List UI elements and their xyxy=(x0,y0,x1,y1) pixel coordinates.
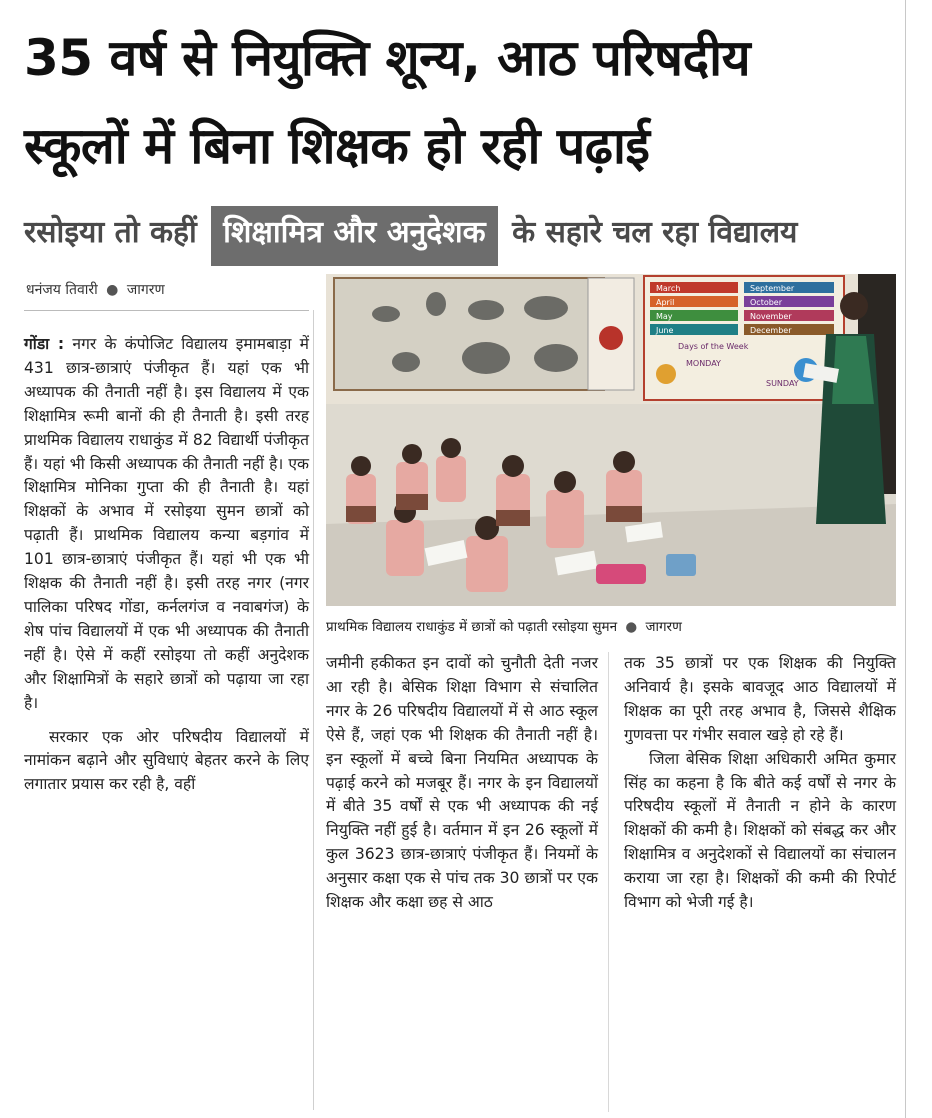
subheadline-before: रसोइया तो कहीं xyxy=(24,215,197,250)
subheadline xyxy=(24,206,904,264)
caption-source: जागरण xyxy=(645,619,682,635)
article-paragraph: जिला बेसिक शिक्षा अधिकारी अमित कुमार सिंह का कहना है कि बीते कई वर्षों से नगर के परिषदीय स्कूलों में तैनाती न होने के कारण शिक्षकों की कमी है। शिक्षकों को संबद्ध कर और शिक्षामित्र व अनुदेशकों से विद्यालयों का संचालन कराया जा रहा है। शिक्षकों की कमी की रिपोर्ट विभाग को भेजी गई है। xyxy=(624,749,896,912)
column-divider xyxy=(313,310,314,1110)
caption-text: प्राथमिक विद्यालय राधाकुंड में छात्रों को पढ़ाती रसोइया सुमन xyxy=(326,619,618,635)
month-label: October xyxy=(750,298,783,307)
article-column-2 xyxy=(326,652,598,915)
news-photo xyxy=(326,274,896,606)
subheadline-highlight: शिक्षामित्र और अनुदेशक xyxy=(211,206,498,266)
month-label: May xyxy=(656,312,673,321)
headline-line-2: स्कूलों में बिना शिक्षक हो रही पढ़ाई xyxy=(24,117,650,175)
photo-caption xyxy=(326,617,896,635)
byline-source: जागरण xyxy=(126,282,165,298)
month-label: March xyxy=(656,284,681,293)
day-label: SUNDAY xyxy=(766,379,799,388)
month-label: June xyxy=(656,326,674,335)
article-paragraph: तक 35 छात्रों पर एक शिक्षक की नियुक्ति अनिवार्य है। इसके बावजूद आठ विद्यालयों में शिक्षक का पूरी तरह अभाव है, जिससे शैक्षिक गुणवत्ता पर गंभीर सवाल खड़े हो रहे हैं। xyxy=(624,654,896,744)
day-label: MONDAY xyxy=(686,359,721,368)
headline xyxy=(24,14,904,190)
caption-dot-icon: ● xyxy=(625,619,638,635)
article-paragraph: जमीनी हकीकत इन दावों को चुनौती देती नजर आ रही है। बेसिक शिक्षा विभाग से संचालित नगर के 26 परिषदीय विद्यालयों में से आठ स्कूल ऐसे हैं, जहां एक भी शिक्षक की तैनाती नहीं है। इन स्कूलों में बच्चे बिना नियमित अध्यापक के पढ़ाई करने को मजबूर हैं। नगर के इन विद्यालयों में बीते 35 वर्षों से एक भी अध्यापक की नई नियुक्ति नहीं हुई है। वर्तमान में इन 26 स्कूलों में कुल 3623 छात्र-छात्राएं पंजीकृत हैं। नियमों के अनुसार कक्षा एक से पांच तक 30 छात्रों पर एक शिक्षक और कक्षा छह से आठ xyxy=(326,654,598,912)
month-label: December xyxy=(750,326,792,335)
dateline: गोंडा : xyxy=(24,335,65,353)
month-label: November xyxy=(750,312,792,321)
column-divider xyxy=(608,652,609,1112)
subheadline-after: के सहारे चल रहा विद्यालय xyxy=(512,215,798,250)
byline xyxy=(26,280,165,299)
days-title: Days of the Week xyxy=(678,342,749,351)
month-label: September xyxy=(750,284,795,293)
headline-line-1: 35 वर्ष से नियुक्ति शून्य, आठ परिषदीय xyxy=(24,29,751,87)
article-column-1 xyxy=(24,333,309,797)
article-paragraph: सरकार एक ओर परिषदीय विद्यालयों में नामांकन बढ़ाने और सुविधाएं बेहतर करने के लिए लगातार प्रयास कर रही है, वहीं xyxy=(24,727,309,794)
byline-dot-icon: ● xyxy=(106,282,119,298)
article-column-3 xyxy=(624,652,896,915)
byline-author: धनंजय तिवारी xyxy=(26,282,98,298)
article-paragraph xyxy=(24,333,309,716)
month-label: April xyxy=(656,298,675,307)
paragraph-text: नगर के कंपोजिट विद्यालय इमामबाड़ा में 431 छात्र-छात्राएं पंजीकृत हैं। यहां एक भी अध्यापक की तैनाती नहीं है। इस विद्यालय में एक शिक्षामित्र रूमी बानों की ही तैनाती है। इसी तरह प्राथमिक विद्यालय राधाकुंड में 82 विद्यार्थी पंजीकृत हैं। यहां भी किसी अध्यापक की तैनाती नहीं है। एक शिक्षामित्र मोनिका गुप्ता की ही तैनाती है। यहां शिक्षकों के अभाव में रसोइया सुमन छात्रों को पढ़ाती हैं। प्राथमिक विद्यालय कन्या बड़गांव में 101 छात्र-छात्राएं पंजीकृत हैं। यहां भी एक भी शिक्षक की तैनाती नहीं है। इसी तरह नगर (नगर पालिका परिषद गोंडा, कर्नलगंज व नवाबगंज) के शेष पांच विद्यालयों में एक भी अध्यापक की तैनाती नहीं है। ऐसे में कहीं रसोइया तो कहीं अनुदेशक और शिक्षामित्रों के सहारे छात्रों को पढ़ाया जा रहा है। xyxy=(24,335,309,712)
classroom-photo-illustration xyxy=(326,274,896,606)
byline-divider xyxy=(24,310,309,311)
page-edge-divider xyxy=(905,0,906,1118)
